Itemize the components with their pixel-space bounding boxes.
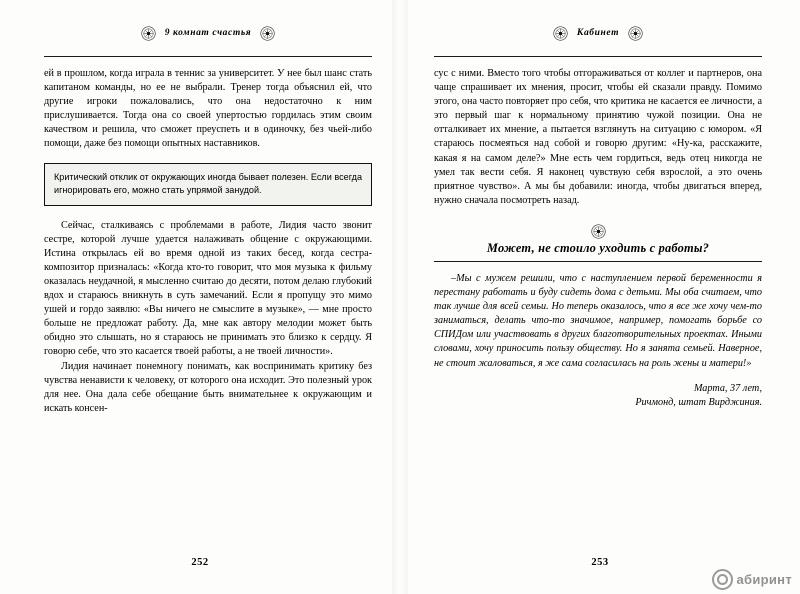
paragraph: ей в прошлом, когда играла в теннис за университет. У нее был шанс стать капитаном команды, но ее не выбрали. Тренер тогда объяснил ей, что другие игроки пожаловались, что она недостаточно к ним прислушивается. Тогда она со своей упертостью гордилась этим своим качеством и решила, что сможет преуспеть и в одиночку, без чьей-либо помощи, даже без помощи опытных наставников.	[44, 68, 372, 150]
rosette-ornament-icon	[628, 26, 643, 41]
rosette-ornament-icon	[591, 224, 606, 239]
right-running-head-text: Кабинет	[576, 28, 620, 38]
quote-signature	[434, 382, 762, 410]
left-body-text-continued	[44, 219, 372, 416]
rosette-ornament-icon	[141, 26, 156, 41]
right-body-text	[434, 67, 762, 208]
right-page	[400, 0, 800, 594]
rosette-ornament-icon	[553, 26, 568, 41]
paragraph: Сейчас, сталкиваясь с проблемами в работе, Лидия часто звонит сестре, которой лучше удается налаживать общение с окружающими. Истина открылась ей во время одной из таких бесед, когда сестра-композитор призналась: «Когда кто-то говорит, что моя музыка к фильму оказалась неудачной, я мысленно считаю до десяти, потом делаю глубокий вдох и стараюсь вникнуть в суть замечаний. Если я пропущу это мимо ушей и гордо заявлю: «Вы ничего не смыслите в музыке», — мне просто больше не предложат работу. Да, мне как автору мелодии может быть обидно это слышать, но я стараюсь не принимать это близко к сердцу. Я говорю себе, что это касается твоей работы, а не твоей личности».	[44, 219, 372, 358]
paragraph: Лидия начинает понемногу понимать, как воспринимать критику без чувства ненависти к человеку, от которого она исходит. Это полезный урок для нее. Она дала себе обещание быть внимательнее к окружающим и искать консен-	[44, 360, 372, 414]
section-heading-block	[434, 224, 762, 262]
signature-line: Марта, 37 лет,	[693, 382, 762, 394]
rosette-ornament-icon	[260, 26, 275, 41]
callout-text: Критический отклик от окружающих иногда бывает полезен. Если всегда игнорировать его, можно стать упрямой занудой.	[54, 171, 362, 195]
left-page-number: 252	[191, 557, 209, 568]
testimonial-quote	[434, 272, 762, 371]
left-running-head	[44, 22, 372, 44]
callout-box	[44, 163, 372, 206]
left-body-text	[44, 67, 372, 152]
section-rule	[434, 261, 762, 262]
left-running-head-text: 9 комнат счастья	[164, 28, 252, 38]
labirint-logo-icon	[712, 569, 733, 590]
section-title: Может, не стоило уходить с работы?	[486, 240, 710, 255]
right-header-rule	[434, 56, 762, 57]
signature-line: Ричмонд, штат Вирджиния.	[635, 396, 762, 408]
watermark-text: абиринт	[736, 572, 792, 587]
paragraph: сус с ними. Вместо того чтобы отгораживаться от коллег и партнеров, она чаще спрашивает их мнения, просит, чтобы ей сказали правду. Помимо этого, она часто повторяет про себя, что критика не касается ее личности, а это первый шаг к нормальному принятию чужой позиции. Она не отталкивает их мнение, а пытается взглянуть на ситуацию с юмором. «Я стараюсь посмеяться над собой и говорю другим: «Ну-ка, расскажите, какая я на самом деле?» Мне есть чем гордиться, ведь отец никогда не умел так вести себя. Я наконец чувствую себя взрослой, а это очень приятное чувство». А мы бы добавили: иногда, чтобы двигаться вперед, нужно сначала посмотреть назад.	[434, 68, 762, 206]
paragraph: –Мы с мужем решили, что с наступлением первой беременности я перестану работать и буду сидеть дома с детьми. Мы оба считаем, что так лучше для всей семьи. Но теперь оказалось, что я все же хочу чем-то заниматься, делать что-то значимое, например, помогать борьбе со СПИДом или участвовать в других благотворительных проектах. Иными словами, хочу приносить пользу обществу. Но я занята семьей. Наверное, не стоит жаловаться, я же сама согласилась на роль жены и матери!»	[434, 272, 762, 369]
right-page-number: 253	[591, 557, 609, 568]
right-running-head	[434, 22, 762, 44]
left-header-rule	[44, 56, 372, 57]
labirint-watermark	[712, 569, 792, 590]
